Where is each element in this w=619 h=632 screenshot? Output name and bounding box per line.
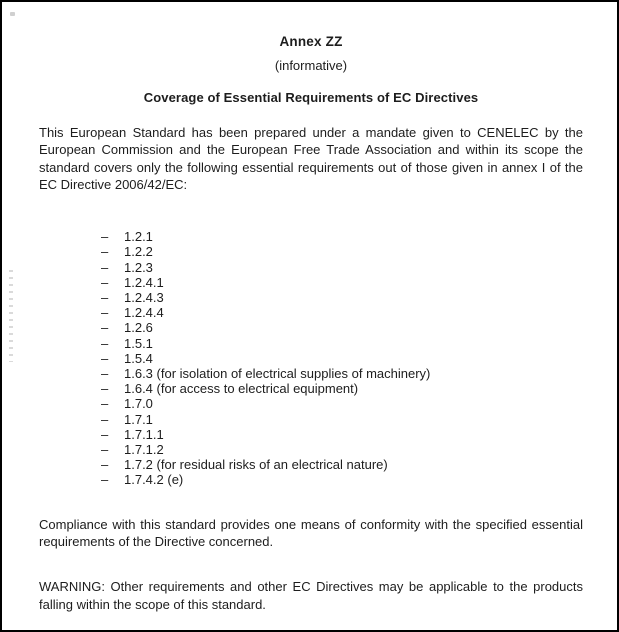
list-item: [101, 412, 583, 427]
list-item: [101, 336, 583, 351]
dash-bullet: –: [101, 411, 109, 427]
requirement-label: 1.6.4 (for access to electrical equipment): [124, 381, 359, 397]
list-item: [101, 442, 583, 457]
annex-type-label: (informative): [274, 58, 348, 73]
requirement-label: 1.2.4.4: [124, 305, 164, 321]
dash-bullet: –: [101, 457, 109, 473]
warning-paragraph: WARNING: Other requirements and other EC Directives may be applicable to the products falling within the scope of this standard.: [39, 579, 583, 612]
dash-bullet: –: [101, 366, 109, 382]
scan-artifact-noise: [9, 270, 13, 362]
requirement-label: 1.6.3 (for isolation of electrical supplies of machinery): [124, 366, 431, 382]
dash-bullet: –: [101, 335, 109, 351]
requirement-label: 1.2.1: [124, 229, 153, 245]
list-item: [101, 427, 583, 442]
requirement-label: 1.2.4.3: [124, 290, 164, 305]
dash-bullet: –: [101, 442, 109, 458]
list-item: [101, 381, 583, 396]
requirement-label: 1.2.4.1: [124, 274, 164, 290]
list-item: [101, 396, 583, 411]
list-item: [101, 275, 583, 290]
dash-bullet: –: [101, 229, 109, 245]
dash-bullet: –: [101, 426, 109, 442]
dash-bullet: –: [101, 350, 109, 366]
dash-bullet: –: [101, 396, 109, 412]
compliance-paragraph: Compliance with this standard provides one means of conformity with the specified essential requirements of the Directive concerned.: [39, 516, 583, 549]
dash-bullet: –: [101, 320, 109, 336]
list-item: [101, 290, 583, 305]
requirement-label: 1.7.0: [124, 396, 153, 412]
list-item: [101, 472, 583, 487]
intro-paragraph: This European Standard has been prepared under a mandate given to CENELEC by the European Commission and the European Free Trade Association and within its scope the standard covers only the following essential requirements out of those given in annex I of the EC Directive 2006/42/EC:: [39, 125, 583, 192]
list-item: [101, 366, 583, 381]
list-item: [101, 351, 583, 366]
requirement-label: 1.5.1: [124, 335, 153, 351]
list-item: [101, 229, 583, 244]
list-item: [101, 260, 583, 275]
dash-bullet: –: [101, 381, 109, 397]
requirement-label: 1.2.3: [124, 259, 153, 275]
annex-title: Annex ZZ: [279, 34, 343, 49]
dash-bullet: –: [101, 472, 109, 488]
requirement-label: 1.2.6: [124, 320, 153, 336]
scan-speck-artifact: [10, 12, 15, 16]
requirement-label: 1.7.2 (for residual risks of an electrical nature): [124, 457, 388, 473]
requirement-label: 1.7.1.2: [124, 442, 164, 458]
list-item: [101, 244, 583, 259]
list-item: [101, 320, 583, 335]
requirement-label: 1.7.4.2 (e): [124, 472, 184, 488]
dash-bullet: –: [101, 274, 109, 290]
requirements-list: [101, 229, 583, 487]
requirement-label: 1.7.1.1: [124, 426, 164, 442]
dash-bullet: –: [101, 259, 109, 275]
requirement-label: 1.7.1: [124, 411, 153, 427]
requirement-label: 1.5.4: [124, 350, 153, 366]
dash-bullet: –: [101, 290, 109, 305]
list-item: [101, 305, 583, 320]
list-item: [101, 457, 583, 472]
dash-bullet: –: [101, 244, 109, 260]
requirement-label: 1.2.2: [124, 244, 153, 260]
document-heading: Coverage of Essential Requirements of EC Directives: [143, 90, 479, 105]
dash-bullet: –: [101, 305, 109, 321]
